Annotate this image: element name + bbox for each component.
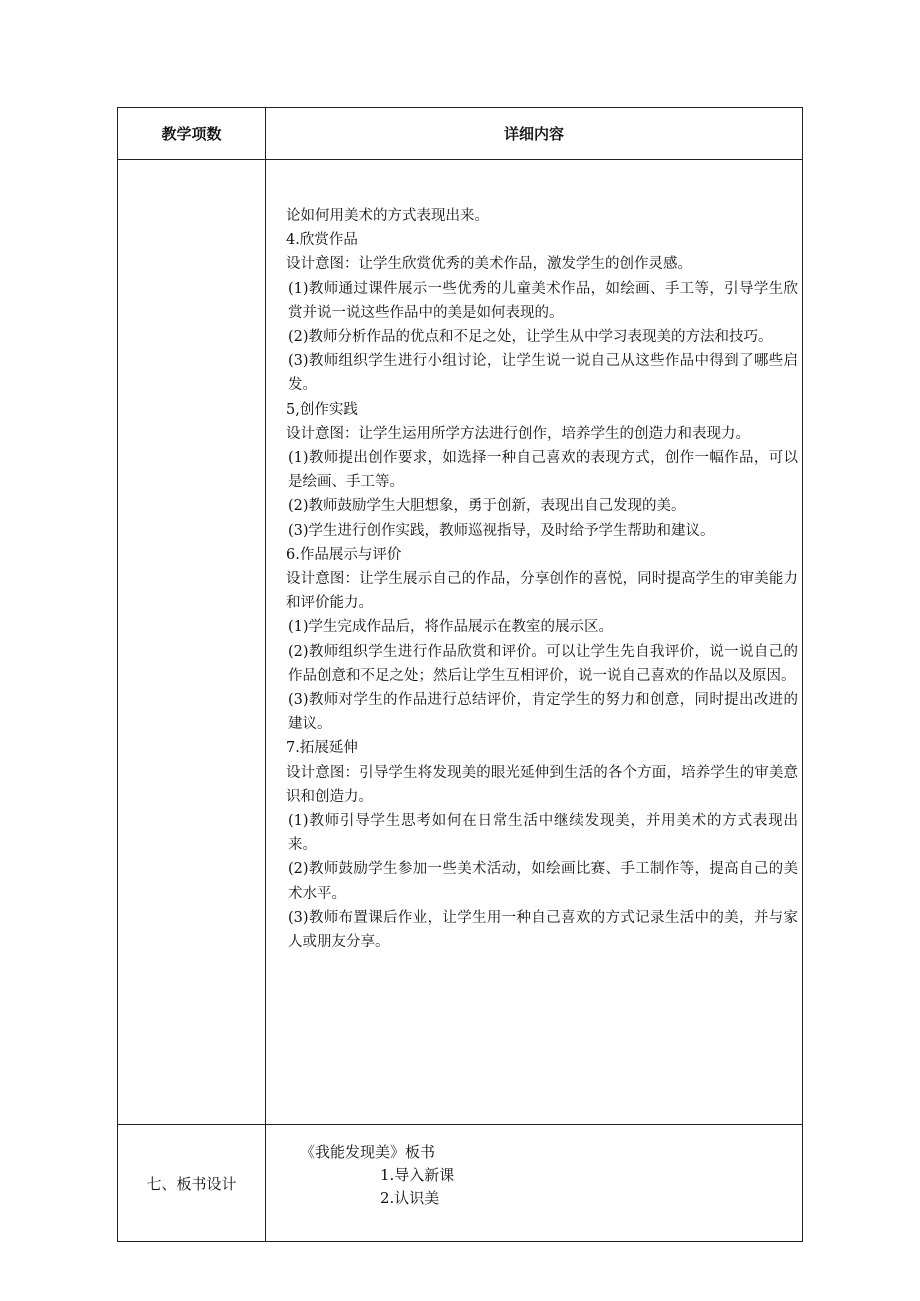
board-item: 2.认识美 <box>380 1189 440 1207</box>
content-paragraph: 设计意图：让学生运用所学方法进行创作，培养学生的创造力和表现力。 <box>286 425 750 442</box>
board-item: 1.导入新课 <box>380 1166 455 1184</box>
content-paragraph: 4.欣赏作品 <box>286 232 358 249</box>
content-list-item: (3)教师组织学生进行小组讨论，让学生说一说自己从这些作品中得到了哪些启发。 <box>288 353 798 394</box>
content-paragraph: 7.拓展延伸 <box>286 740 358 757</box>
board-design-cell <box>266 1125 803 1242</box>
content-list-item: (1)教师引导学生思考如何在日常生活中继续发现美，并用美术的方式表现出来。 <box>288 813 798 854</box>
content-row <box>118 160 803 1125</box>
content-list-item: (1)教师提出创作要求，如选择一种自己喜欢的表现方式，创作一幅作品，可以是绘画、手工等。 <box>288 450 798 491</box>
table-header-row <box>118 108 803 160</box>
content-list-item: (3)教师布置课后作业，让学生用一种自己喜欢的方式记录生活中的美，并与家人或朋友分享。 <box>288 909 798 951</box>
content-paragraph: 设计意图：让学生欣赏优秀的美术作品，激发学生的创作灵感。 <box>286 256 692 273</box>
content-paragraph: 设计意图：引导学生将发现美的眼光延伸到生活的各个方面，培养学生的审美意识和创造力。 <box>286 764 798 805</box>
content-list-item: (1)学生完成作品后，将作品展示在教室的展示区。 <box>288 619 614 636</box>
content-list-item: (2)教师组织学生进行作品欣赏和评价。可以让学生先自我评价，说一说自己的作品创意和不足之处；然后让学生互相评价，说一说自己喜欢的作品以及原因。 <box>288 643 798 684</box>
content-paragraph: 6.作品展示与评价 <box>286 546 402 563</box>
content-list-item: (1)教师通过课件展示一些优秀的儿童美术作品，如绘画、手工等，引导学生欣赏并说一说这些作品中的美是如何表现的。 <box>288 280 798 321</box>
header-teaching-items: 教学项数 <box>118 108 266 160</box>
content-label-cell <box>118 160 266 1125</box>
content-paragraph: 论如何用美术的方式表现出来。 <box>286 208 489 224</box>
content-list-item: (3)学生进行创作实践，教师巡视指导，及时给予学生帮助和建议。 <box>288 522 715 539</box>
board-design-label: 七、板书设计 <box>118 1125 266 1242</box>
content-list-item: (2)教师鼓励学生大胆想象，勇于创新，表现出自己发现的美。 <box>288 498 686 515</box>
content-list-item: (2)教师分析作品的优点和不足之处，让学生从中学习表现美的方法和技巧。 <box>288 329 773 346</box>
lesson-plan-table <box>117 107 803 1242</box>
content-list-item: (2)教师鼓励学生参加一些美术活动，如绘画比赛、手工制作等，提高自己的美术水平。 <box>288 861 798 902</box>
content-paragraph: 5,创作实践 <box>286 401 358 418</box>
content-text-cell <box>266 160 803 1125</box>
board-title: 《我能发现美》板书 <box>300 1143 436 1161</box>
content-list-item: (3)教师对学生的作品进行总结评价，肯定学生的努力和创意，同时提出改进的建议。 <box>288 692 798 733</box>
content-paragraph: 设计意图：让学生展示自己的作品，分享创作的喜悦，同时提高学生的审美能力和评价能力。 <box>286 571 798 612</box>
header-details: 详细内容 <box>266 108 803 160</box>
board-design-row <box>118 1125 803 1242</box>
